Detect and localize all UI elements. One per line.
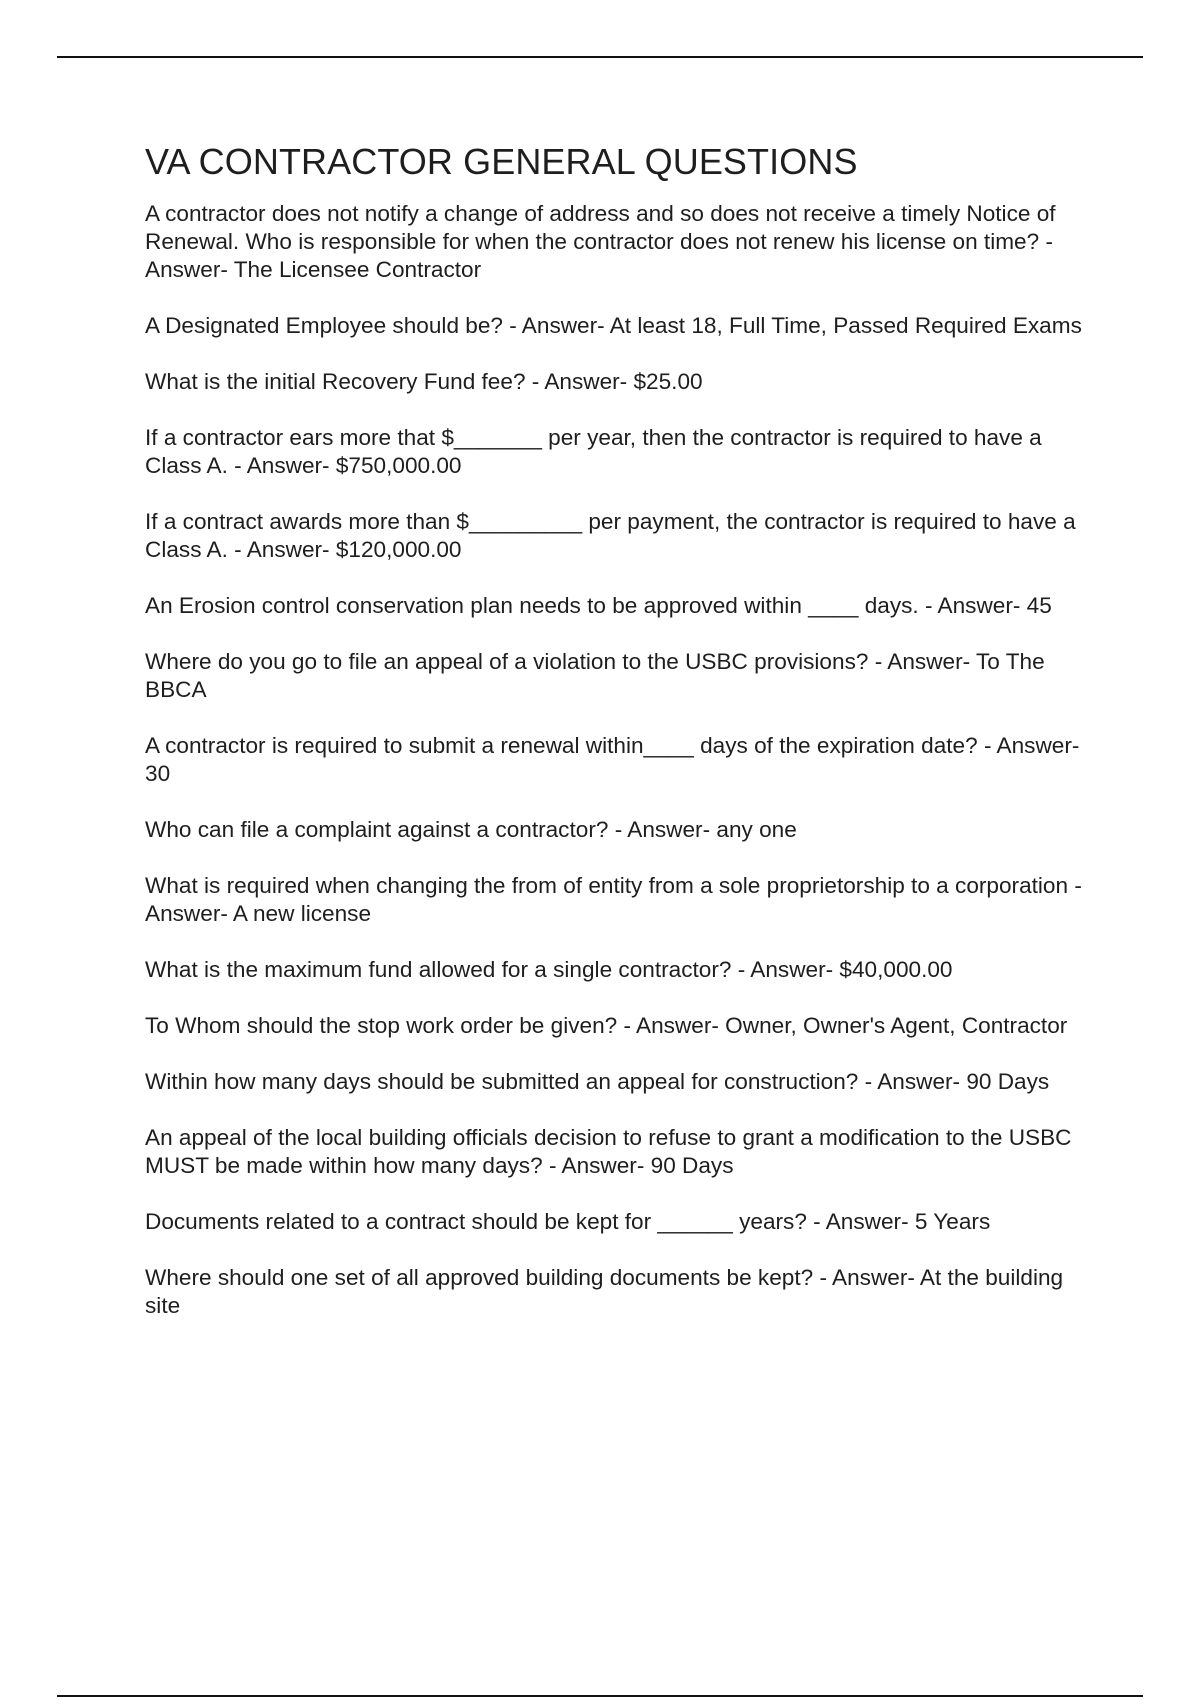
qa-item: If a contract awards more than $_________ per payment, the contractor is required to have a Class A. - Answer- $120,000.00 <box>145 509 1076 562</box>
qa-item: An Erosion control conservation plan needs to be approved within ____ days. - Answer- 45 <box>145 593 1052 618</box>
qa-item: If a contractor ears more that $_______ per year, then the contractor is required to have a Class A. - Answer- $750,000.00 <box>145 425 1042 478</box>
qa-item: An appeal of the local building officials decision to refuse to grant a modification to the USBC MUST be made within how many days? - Answer- 90 Days <box>145 1125 1072 1178</box>
qa-item: A Designated Employee should be? - Answer- At least 18, Full Time, Passed Required Exams <box>145 313 1082 338</box>
top-rule <box>57 56 1143 58</box>
bottom-rule <box>57 1695 1143 1697</box>
qa-item: Where should one set of all approved building documents be kept? - Answer- At the building site <box>145 1265 1064 1318</box>
page-title: VA CONTRACTOR GENERAL QUESTIONS <box>145 141 858 182</box>
qa-item: What is the initial Recovery Fund fee? - Answer- $25.00 <box>145 369 703 394</box>
qa-item: What is required when changing the from of entity from a sole proprietorship to a corporation - Answer- A new license <box>145 873 1082 926</box>
qa-item: A contractor does not notify a change of address and so does not receive a timely Notice of Renewal. Who is responsible for when the contractor does not renew his license on time? - Answer- The Licensee Contractor <box>145 201 1056 282</box>
qa-item: What is the maximum fund allowed for a single contractor? - Answer- $40,000.00 <box>145 957 953 982</box>
qa-item: Within how many days should be submitted an appeal for construction? - Answer- 90 Days <box>145 1069 1050 1094</box>
qa-item: A contractor is required to submit a renewal within____ days of the expiration date? - Answer- 30 <box>145 733 1080 786</box>
qa-item: Who can file a complaint against a contractor? - Answer- any one <box>145 817 797 842</box>
qa-item: Where do you go to file an appeal of a violation to the USBC provisions? - Answer- To The BBCA <box>145 649 1045 702</box>
qa-item: Documents related to a contract should be kept for ______ years? - Answer- 5 Years <box>145 1209 991 1234</box>
qa-item: To Whom should the stop work order be given? - Answer- Owner, Owner's Agent, Contractor <box>145 1013 1068 1038</box>
document-body <box>145 140 1100 1348</box>
